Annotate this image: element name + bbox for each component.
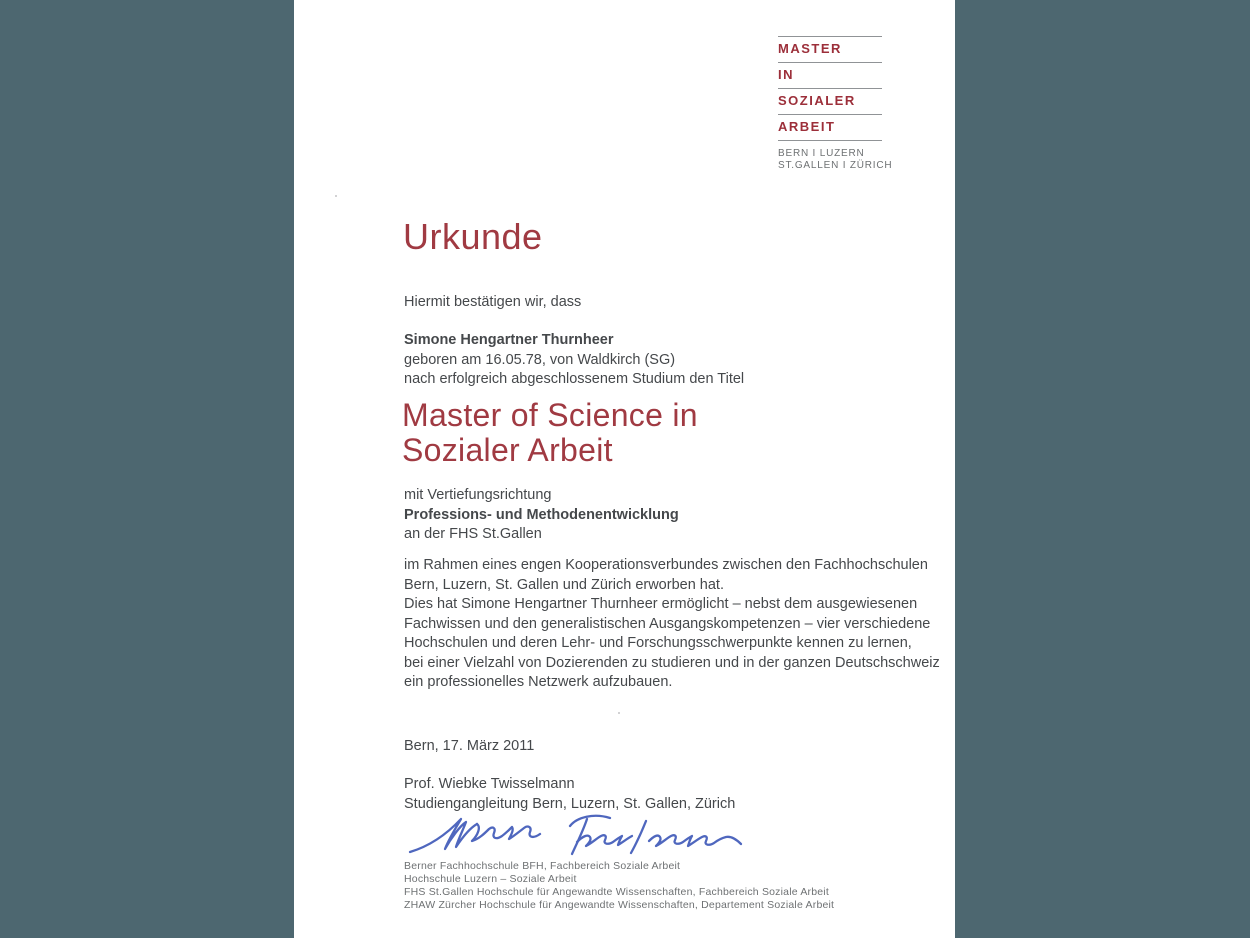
- body-line-3: Dies hat Simone Hengartner Thurnheer ermöglicht – nebst dem ausgewiesenen: [404, 596, 918, 612]
- body-line-2: Bern, Luzern, St. Gallen und Zürich erworben hat.: [404, 576, 724, 593]
- specialization-block: [404, 486, 679, 545]
- scan-speck: [618, 712, 620, 714]
- logo-cities-line-1: BERN I LUZERN: [778, 148, 865, 159]
- logo-cities: [778, 148, 893, 172]
- degree-line-1: Master of Science in: [402, 397, 698, 433]
- certificate-page: [294, 0, 955, 938]
- footer-line-1: Berner Fachhochschule BFH, Fachbereich Soziale Arbeit: [404, 860, 681, 872]
- body-line-4: Fachwissen und den generalistischen Ausgangskompetenzen – vier verschiedene: [404, 615, 931, 632]
- body-line-1: im Rahmen eines engen Kooperationsverbundes zwischen den Fachhochschulen: [404, 557, 928, 573]
- degree-line-2: Sozialer Arbeit: [402, 432, 613, 468]
- handwritten-signature: [400, 812, 752, 860]
- specialization-name: Professions- und Methodenentwicklung: [404, 506, 679, 523]
- scan-speck: [335, 195, 337, 197]
- certificate-title: Urkunde: [403, 216, 543, 257]
- recipient-birth-line: geboren am 16.05.78, von Waldkirch (SG): [404, 351, 676, 368]
- recipient-block: [404, 331, 744, 390]
- degree-title: [402, 398, 698, 468]
- footer-line-4: ZHAW Zürcher Hochschule für Angewandte Wissenschaften, Departement Soziale Arbeit: [404, 899, 835, 911]
- body-paragraph: [404, 556, 940, 693]
- logo-word-in: IN: [778, 62, 882, 88]
- signer-block: [404, 775, 735, 814]
- specialization-intro: mit Vertiefungsrichtung: [404, 487, 552, 503]
- recipient-name: Simone Hengartner Thurnheer: [404, 332, 614, 348]
- footer-line-3: FHS St.Gallen Hochschule für Angewandte Wissenschaften, Fachbereich Soziale Arbeit: [404, 886, 829, 898]
- intro-line: Hiermit bestätigen wir, dass: [404, 294, 582, 310]
- body-line-5: Hochschulen und deren Lehr- und Forschungsschwerpunkte kennen zu lernen,: [404, 635, 912, 651]
- signer-name: Prof. Wiebke Twisselmann: [404, 776, 575, 792]
- logo-word-arbeit: ARBEIT: [778, 114, 882, 140]
- master-in-sozialer-arbeit-logo: [778, 36, 893, 172]
- logo-word-sozialer: SOZIALER: [778, 88, 882, 114]
- logo-rule-line: [778, 140, 882, 141]
- logo-word-master: MASTER: [778, 36, 882, 62]
- specialization-place: an der FHS St.Gallen: [404, 526, 542, 542]
- recipient-study-line: nach erfolgreich abgeschlossenem Studium den Titel: [404, 371, 745, 387]
- body-line-6: bei einer Vielzahl von Dozierenden zu studieren und in der ganzen Deutschschweiz: [404, 654, 940, 671]
- footer-institutions: [404, 860, 834, 912]
- footer-line-2: Hochschule Luzern – Soziale Arbeit: [404, 873, 577, 885]
- date-place-line: Bern, 17. März 2011: [404, 738, 535, 754]
- logo-cities-line-2: ST.GALLEN I ZÜRICH: [778, 160, 893, 171]
- signer-role: Studiengangleitung Bern, Luzern, St. Gallen, Zürich: [404, 795, 736, 812]
- body-line-7: ein professionelles Netzwerk aufzubauen.: [404, 674, 673, 690]
